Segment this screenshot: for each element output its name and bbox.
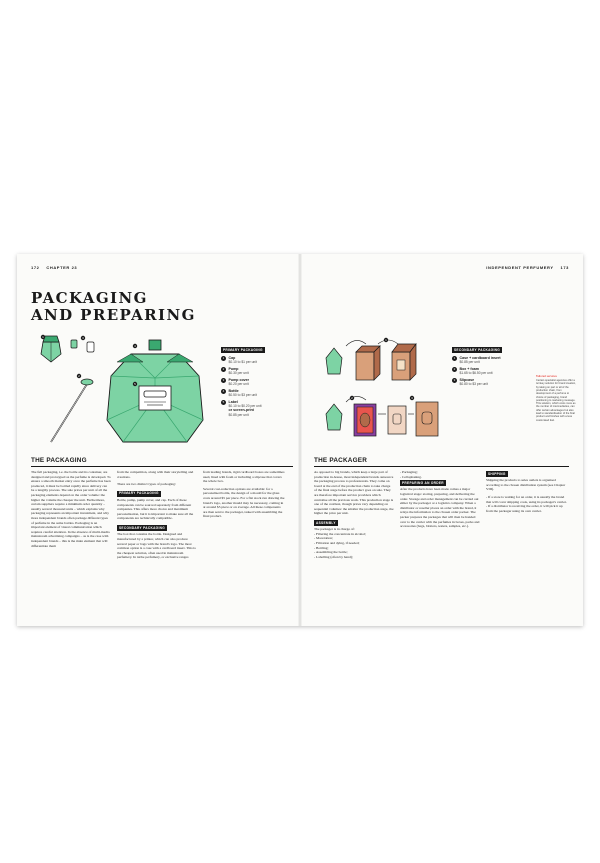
text-column-1 — [31, 470, 111, 551]
paragraph: The full packaging, i.e. the bottle and its container, are designed and prototyped as the perfume is developed. To ensure a smooth market entry once the perfume has been produced, it must be bottled rapidly since delivery can be a lengthy process. The sale prices per unit of all the packaging elements depend on the order volume: the higher the volume the cheaper the unit. Furthermore, certain suppliers require a minimum order quantity – usually several thousand units – which explains why packaging represents an important investment, and why more independent brands often package different types of perfume in the same bottles. Packaging is an important element of visual communication which requires careful attention. In the absence of multi-media mainstream advertising campaigns – as is the case with independent brands – this is the main element that will differentiate them — [31, 470, 111, 548]
item-number: 2 — [222, 367, 225, 371]
item-price: $1.65 to $6.50 per unit — [459, 371, 493, 376]
paragraph: The packager is in charge of: — [314, 527, 355, 532]
item-name: Box + foam — [459, 367, 479, 371]
svg-text:4: 4 — [134, 344, 136, 349]
left-page — [17, 254, 300, 626]
item-number: 3 — [453, 378, 456, 382]
item-name: Label — [228, 400, 238, 404]
svg-text:3: 3 — [411, 396, 413, 401]
item-price: $0.50 to $3 per unit — [228, 393, 257, 398]
svg-text:5: 5 — [134, 382, 136, 387]
item-name: Bottle — [228, 389, 239, 393]
item-price: $0.10 to $0.20 per unit — [228, 404, 262, 409]
paragraph: There are two distinct types of packaging: — [117, 482, 176, 487]
paragraph: Shipping the products to sales outlets is organised according to the chosen distribution system (see Chapter VIII). — [486, 478, 566, 492]
item-number: 1 — [222, 356, 225, 360]
item-price: $0.80 to $3 per unit — [459, 382, 488, 387]
paragraph: After the products have been made comes a major logistical stage: storing, preparing, and delivering the order. Storage and order management can be carried out either by the packager or a logistics company. When a distributor or reseller places an order with the brand, it relays the information to the chosen order packer. The packer prepares the packages that will then be handed over to the carrier with the perfumes in boxes, packs and accessories (bags, blotters, testers, samples, etc.). — [400, 487, 480, 529]
pump-cover-illustration — [71, 336, 94, 352]
bullet-item: - Assembling the bottle; — [314, 550, 348, 555]
svg-text:1: 1 — [385, 338, 387, 343]
bullet-item: - If a store is waiting for an order, it is usually the brand that will cover shipping costs, using its packager's carrier. — [486, 495, 567, 504]
secondary-packaging-illustration — [316, 334, 446, 454]
item-price: $0.85 per unit — [459, 360, 480, 365]
case-insert-illustration — [326, 338, 416, 380]
assembly-tag: ASSEMBLY — [316, 520, 336, 525]
item-name: Pump — [228, 367, 239, 371]
item-price: $0.10 to $1 per unit — [228, 360, 257, 365]
page-number-right: 173 — [560, 265, 569, 270]
cap-illustration — [41, 335, 61, 362]
item-number: 5 — [222, 400, 225, 404]
bullet-item: - Maceration; — [314, 536, 333, 541]
item-number: 2 — [453, 367, 456, 371]
item-price: $0.30 per unit — [228, 371, 249, 376]
item-name: Slipcase — [459, 378, 475, 382]
list-item — [452, 367, 522, 375]
title-line-2: AND PREPARING — [31, 306, 196, 324]
section-title-packaging: THE PACKAGING — [31, 457, 87, 464]
text-column-3 — [486, 470, 568, 513]
section-rule — [31, 466, 293, 467]
paragraph: Bottle, pump, pump cover, and cap. Each of these components can be sourced separately from different companies. This offers more choice and maximum personalisation, but it is important to make sure all the components are technically compatible. — [117, 498, 194, 521]
text-column-1 — [314, 470, 394, 559]
primary-packaging-tag: PRIMARY PACKAGING — [119, 491, 159, 496]
list-item — [452, 378, 522, 386]
bullet-item: - Labelling (often by hand); — [314, 554, 353, 559]
bullet-item: - Bottling; — [314, 545, 329, 550]
list-item — [221, 400, 291, 417]
right-page — [300, 254, 583, 626]
paragraph: The box that contains the bottle. Designed and manufactured by a printer, which can also produce several paper or bags with the brand's logo. The most common option is a case with a cardboard insert. This is the cheapest solution, often used in mainstream perfumery. In niche perfumery, or exclusive ranges — [117, 532, 196, 560]
paragraph: Several cost-reduction options are available: for a personalised bottle, the design of a mould for the glass costs around $5 per piece. For a flat stock run drawing the brand's logo, another mould may be necessary, coming in at around $5 piece or on average. All these components are then sent to the packager, tasked with assembling the final product. — [203, 486, 285, 519]
primary-packaging-list — [221, 338, 291, 419]
book-spread — [17, 254, 583, 626]
item-price: $0.20 per unit — [228, 382, 249, 387]
svg-text:1: 1 — [42, 335, 44, 340]
pump-illustration — [51, 374, 93, 442]
tailored-services-sidebar — [536, 375, 576, 422]
bullet-item: - Filtration and dying, if needed; — [314, 541, 360, 545]
item-name: Case + cardboard insert — [459, 356, 501, 360]
bottle-illustration — [31, 332, 231, 462]
secondary-packaging-label: SECONDARY PACKAGING — [454, 348, 501, 352]
item-number: 4 — [222, 389, 225, 393]
paragraph: from leading brands, rigid cardboard boxes are sometimes used, lined with foam or including a slipcase that covers the whole box. — [203, 470, 285, 484]
list-item — [221, 378, 291, 386]
item-number: 1 — [453, 356, 456, 360]
item-extra-price: $0.85 per unit — [228, 412, 249, 417]
page-number-left: 172 — [31, 265, 40, 270]
text-column-2 — [400, 470, 480, 532]
left-running-head — [31, 265, 77, 270]
svg-text:2: 2 — [351, 396, 353, 401]
svg-text:2: 2 — [78, 374, 80, 379]
text-column-2 — [117, 470, 197, 563]
section-title-packager: THE PACKAGER — [314, 457, 368, 464]
bullet-item: - Cellophaning. — [400, 474, 422, 479]
section-rule — [314, 466, 569, 467]
item-name: Pump cover — [228, 378, 250, 382]
chapter-label: CHAPTER 23 — [46, 265, 78, 270]
list-item — [221, 389, 291, 397]
paragraph: As opposed to big brands, which keep a large part of production in-house, most independent brands outsource the packaging process to professionals. They come on board at the end of the production chain to take charge of the final stage before the product goes on sale. They are therefore important service providers which centralise all the previous work. This production stage is one of the costliest, though prices vary depending on sequential volumes: the smaller the production stage, the higher the price per unit. — [314, 470, 394, 516]
text-column-3 — [203, 470, 285, 522]
secondary-packaging-list — [452, 338, 522, 389]
primary-packaging-label: PRIMARY PACKAGING — [223, 348, 263, 352]
bottle-body-illustration — [107, 340, 203, 442]
list-item — [221, 356, 291, 364]
sidebar-title: Tailored services — [536, 375, 558, 378]
box-foam-illustration — [326, 396, 438, 436]
right-running-head — [486, 265, 569, 270]
secondary-packaging-tag: SECONDARY PACKAGING — [119, 525, 166, 530]
section-label: INDEPENDENT PERFUMERY — [486, 265, 554, 270]
bullet-item: - Packaging; — [400, 470, 418, 474]
paragraph: from the competition, along with their storytelling and creations. — [117, 470, 194, 479]
item-extra-name: or screen-print — [228, 408, 254, 413]
svg-text:3: 3 — [82, 336, 84, 341]
bullet-item: - If a distributor is receiving the order, it will pick it up from the packager using its own carrier. — [486, 504, 563, 513]
title-line-1: PACKAGING — [31, 289, 148, 307]
list-item — [221, 367, 291, 375]
shipping-tag: SHIPPING — [488, 471, 506, 476]
sidebar-text: Certain specialist agencies offer a turnkey solution for brand creation, by taking on part or all of the production chain, from development of a perfume to choice of packaging, brand positioning to marketing message. This solution, which costs more as the number of intermediaries, can offer certain advantages but also lead to standardisation of the final product and finishes with a less customised feel. — [536, 379, 576, 422]
page-title — [31, 290, 196, 324]
item-number: 3 — [222, 378, 225, 382]
bullet-item: - Filtering the concentrate in alcohol; — [314, 531, 366, 536]
item-name: Cap — [228, 356, 236, 360]
list-item — [452, 356, 522, 364]
preparing-order-tag: PREPARING AN ORDER — [402, 480, 444, 485]
